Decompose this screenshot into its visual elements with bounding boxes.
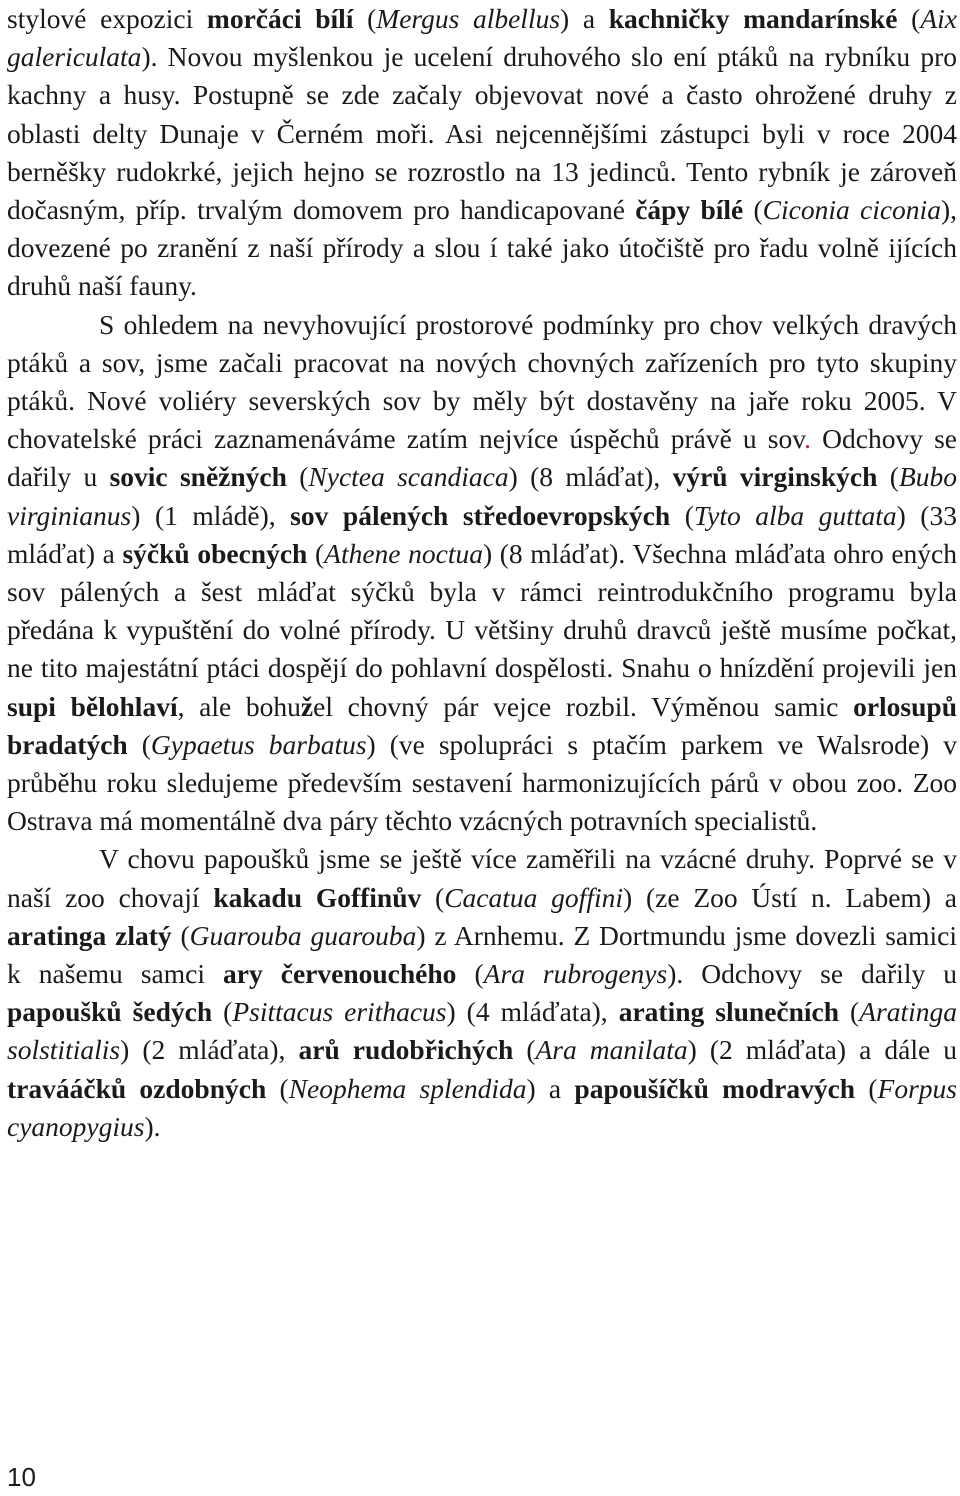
paragraph-parrots	[7, 840, 957, 1146]
bold-species-name: arů rudobřichých	[298, 1034, 514, 1066]
body-text: (	[743, 194, 763, 226]
body-text: (	[839, 996, 860, 1028]
latin-species-name: Aratinga solstitialis	[7, 996, 957, 1066]
bold-species-name: aratinga zlatý	[7, 919, 172, 951]
body-text: (	[877, 461, 899, 493]
latin-species-name: Aix galericulata	[7, 3, 957, 73]
bold-species-name: supi bělohlaví	[7, 690, 178, 722]
latin-species-name: Ara rubrogenys	[483, 958, 668, 990]
body-text: ).	[144, 1110, 161, 1142]
latin-species-name: Forpus cyanopygius	[7, 1072, 957, 1142]
body-text: (	[421, 881, 445, 913]
body-text: (	[266, 1072, 289, 1104]
body-text: ) (4 mláďata),	[446, 996, 619, 1028]
body-text: ) (8 mláďat). Všechna mláďata ohro ených sov pálených a šest mláďat sýčků byla v rámci reintrodukčního programu byla předána k vypuštění do volné přírody. U většiny druhů dravců ještě musíme počkat, ne tito majestátní ptáci dospějí do pohlavní dospělosti. Snahu o hnízdění projevili jen	[7, 537, 958, 684]
latin-species-name: Nyctea scandiaca	[308, 461, 509, 493]
latin-species-name: Bubo virginianus	[7, 461, 957, 531]
bold-species-name: travááčků ozdobných	[7, 1072, 267, 1104]
latin-species-name: Tyto alba guttata	[693, 499, 897, 531]
paragraph-ducks-storks	[7, 0, 957, 306]
bold-species-name: kachničky mandarínské	[608, 3, 898, 34]
bold-species-name: čápy bílé	[635, 194, 744, 226]
body-text: (	[212, 996, 233, 1028]
latin-species-name: Neophema splendida	[288, 1072, 527, 1104]
body-text: ) (8 mláďat),	[508, 461, 673, 493]
latin-species-name: Cacatua goffini	[444, 881, 623, 913]
body-text: (	[307, 537, 325, 569]
bold-species-name: ary červenouchého	[223, 958, 457, 990]
bold-species-name: sovic sněžných	[109, 461, 287, 493]
body-text: (	[897, 3, 921, 34]
body-text: ) (ze Zoo Ústí n. Labem) a	[623, 881, 957, 913]
body-text: ). Novou myšlenkou je ucelení druhového slo ení ptáků na rybníku pro kachny a husy. Postupně se zde začaly objevovat nové a často ohrožené druhy z oblasti delty Dunaje v Černém moři. Asi nejcennějšími zástupci byli v roce 2004 berněšky rudokrké, jejich hejno se rozrostlo na 13 jedinců. Tento rybník je zároveň dočasným, příp. trvalým domovem pro handicapované	[7, 41, 957, 226]
body-text: (	[353, 3, 377, 34]
latin-species-name: Ciconia ciconia	[762, 194, 941, 226]
latin-species-name: Psittacus erithacus	[232, 996, 447, 1028]
body-text: ) (1 mládě),	[131, 499, 291, 531]
body-text: ). Odchovy se dařily u	[667, 958, 957, 990]
bold-species-name: ž	[300, 690, 314, 722]
bold-species-name: kakadu Goffinův	[213, 881, 422, 913]
body-text: .	[804, 423, 812, 455]
body-text: ) (ve spolupráci s ptačím parkem ve Walsrode) v průběhu roku sledujeme především sestavení harmonizujících párů v obou zoo. Zoo Ostrava má momentálně dva páry těchto vzácných potravních specialistů.	[7, 728, 957, 837]
bold-species-name: papoušíčků modravých	[574, 1072, 856, 1104]
latin-species-name: Gypaetus barbatus	[150, 728, 367, 760]
bold-species-name: papoušků šedých	[7, 996, 213, 1028]
latin-species-name: Ara manilata	[535, 1034, 688, 1066]
body-text: ) (33 mláďat) a	[7, 499, 957, 569]
body-text: (	[127, 728, 151, 760]
body-text: (	[855, 1072, 878, 1104]
body-text: ), dovezené po zranění z naší přírody a slou í také jako útočiště pro řadu volně ijících druhů naší fauny.	[7, 194, 957, 302]
body-text: S ohledem na nevyhovující prostorové podmínky pro chov velkých dravých ptáků a sov, jsme začali pracovat na nových chovných zařízeních pro tyto skupiny ptáků. Nové voliéry severských sov by měly být dostavěny na jaře roku 2005. V chovatelské práci zaznamenáváme zatím nejvíce úspěchů právě u sov	[7, 308, 957, 455]
body-text: Odchovy se dařily u	[7, 423, 957, 493]
body-text: (	[670, 499, 694, 531]
body-text: ) a	[560, 3, 609, 34]
body-text: stylové expozici	[7, 3, 207, 34]
bold-species-name: sýčků obecných	[122, 537, 308, 569]
latin-species-name: Mergus albellus	[376, 3, 561, 34]
body-text: (	[513, 1034, 536, 1066]
body-text: (	[171, 919, 190, 951]
bold-species-name: morčáci bílí	[206, 3, 354, 34]
body-text: el chovný pár vejce rozbil. Výměnou samic	[313, 690, 854, 722]
body-text: , ale bohu	[177, 690, 301, 722]
latin-species-name: Athene noctua	[324, 537, 483, 569]
body-text: ) z Arnhemu. Z Dortmundu jsme dovezli samici k našemu samci	[7, 919, 957, 990]
body-text: (	[286, 461, 309, 493]
body-text: (	[456, 958, 484, 990]
body-text: ) (2 mláďata) a dále u	[687, 1034, 957, 1066]
latin-species-name: Guarouba guarouba	[189, 919, 417, 951]
body-text: V chovu papoušků jsme se ještě více zaměřili na vzácné druhy. Poprvé se v naší zoo chovají	[7, 843, 957, 913]
bold-species-name: orlosupů bradatých	[7, 690, 957, 760]
body-text: ) a	[526, 1072, 575, 1104]
page-number: 10	[7, 1462, 36, 1492]
bold-species-name: sov pálených středoevropských	[290, 499, 671, 531]
paragraph-owls-raptors	[7, 306, 957, 841]
document-body	[7, 0, 957, 1146]
bold-species-name: výrů virginských	[672, 461, 878, 493]
bold-species-name: arating slunečních	[618, 996, 840, 1028]
body-text: ) (2 mláďata),	[120, 1034, 299, 1066]
